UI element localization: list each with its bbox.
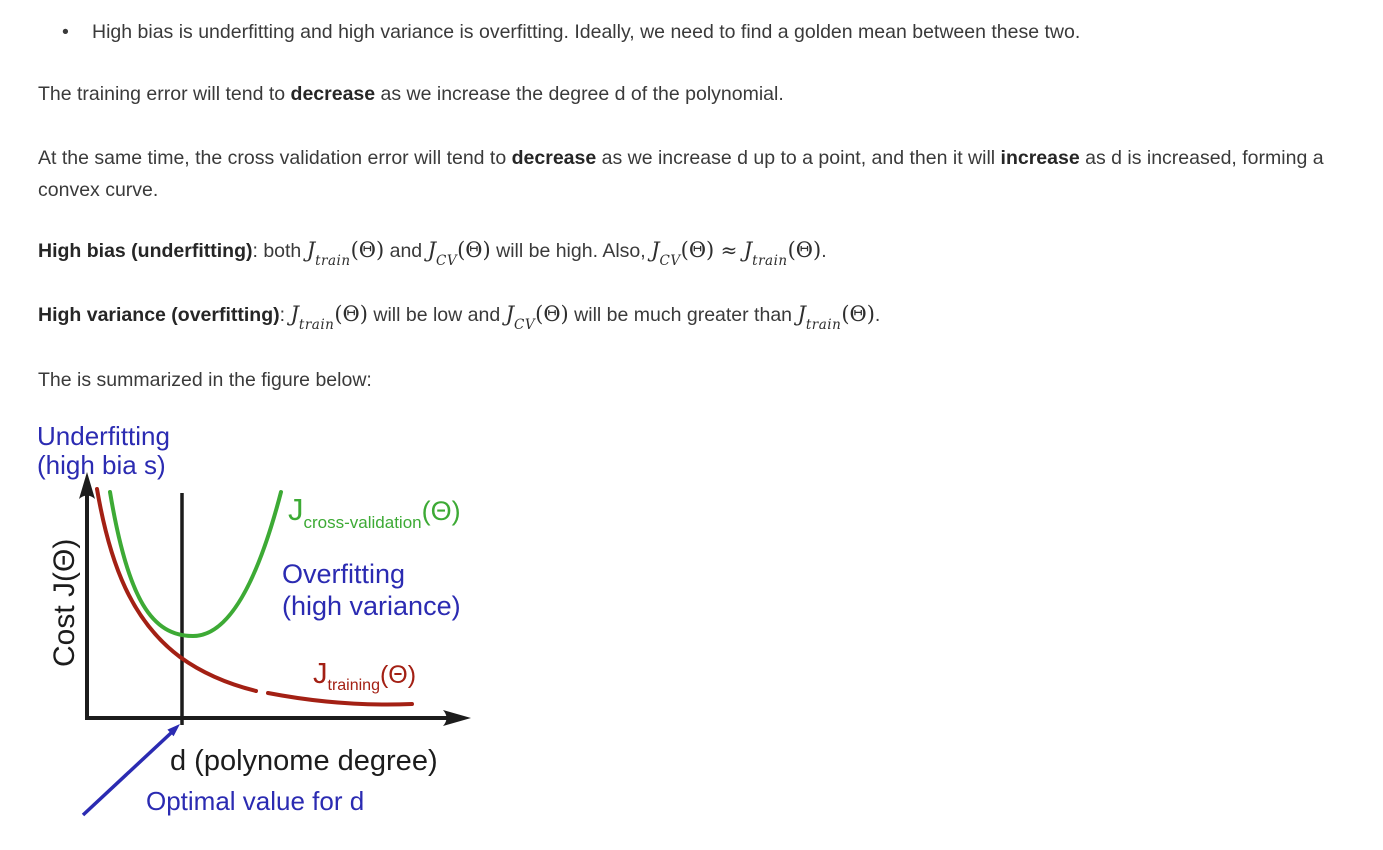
cv-curve-label: Jcross-validation(Θ) [288,492,461,532]
math-expression [505,302,569,334]
x-axis-label: d (polynome degree) [170,745,438,777]
math-j: J [306,238,316,262]
text-run: as we increase the degree d of the polynomial. [375,83,784,105]
math-j: J [290,302,299,326]
math-subscript: CV [435,253,458,270]
math-subscript: train [298,317,335,334]
bias-variance-figure [30,415,545,845]
figure-canvas [30,415,545,840]
text-run: as d is increased, forming a convex curve. [38,147,1324,201]
bold-run: High bias (underfitting) [38,240,253,262]
math-expression [427,238,491,270]
bold-run: decrease [511,147,597,169]
math-subscript: train [805,317,842,334]
math-subscript: CV [659,253,681,270]
paragraph-cv-error [38,142,1368,206]
text-run: and [384,240,428,262]
math-argument: (Θ) [350,238,385,262]
text-run: : [279,304,291,326]
math-argument: (Θ) [787,238,822,262]
paragraph-high-bias [38,234,827,270]
x-axis-arrowhead-icon [443,710,471,726]
math-j: J [427,238,436,262]
text-run: will be much greater than [568,304,798,326]
optimal-value-label: Optimal value for d [146,786,365,816]
text-run: : both [252,240,307,262]
bold-run: decrease [290,83,376,105]
math-expression [306,238,385,270]
math-argument: (Θ) [457,238,491,262]
text-run: The training error will tend to [38,83,291,105]
bold-run: High variance (overfitting) [38,304,280,326]
training-curve [97,489,256,691]
underfitting-label-line2: (high bia s) [37,450,166,480]
text-run: as we increase d up to a point, and then it will [596,147,1001,169]
math-expression [290,302,368,334]
cross-validation-curve [110,492,281,636]
math-expression [651,238,715,270]
text-run: will be low and [367,304,506,326]
math-subscript: train [752,253,788,270]
paragraph-training-error [38,78,784,110]
bullet-text [92,21,1080,43]
math-j: J [743,238,753,262]
overfitting-label-line1: Overfitting [282,559,406,589]
text-run: The is summarized in the figure below: [38,369,372,391]
math-argument: (Θ) [841,302,875,326]
training-curve-label: Jtraining(Θ) [313,658,417,694]
bullet-item [62,16,1080,48]
math-j: J [797,302,806,326]
text-run: . [821,240,827,262]
overfitting-label-line2: (high variance) [282,591,461,621]
paragraph-high-variance [38,298,881,334]
paragraph-figure-intro [38,364,372,396]
math-j: J [505,302,515,326]
math-argument: (Θ) [535,302,569,326]
text-run: . [874,304,881,326]
text-run: At the same time, the cross validation error will tend to [38,147,512,169]
math-subscript: CV [514,317,536,334]
math-argument: (Θ) [334,302,368,326]
math-expression [797,302,875,334]
underfitting-label-line1: Underfitting [37,421,170,451]
math-j: J [651,238,660,262]
text-run: will be high. Also, [490,240,652,262]
bullet-marker: • [62,21,69,43]
math-expression [743,238,822,270]
bold-run: increase [1000,147,1080,169]
y-axis-label: Cost J(Θ) [48,538,81,667]
math-argument: (Θ) [680,238,715,262]
training-curve-tail [268,693,412,705]
math-subscript: train [315,253,351,270]
text-run: High bias is underfitting and high variance is overfitting. Ideally, we need to find a golden mean between these two. [92,21,1081,43]
math-symbol: ≈ [714,238,744,262]
